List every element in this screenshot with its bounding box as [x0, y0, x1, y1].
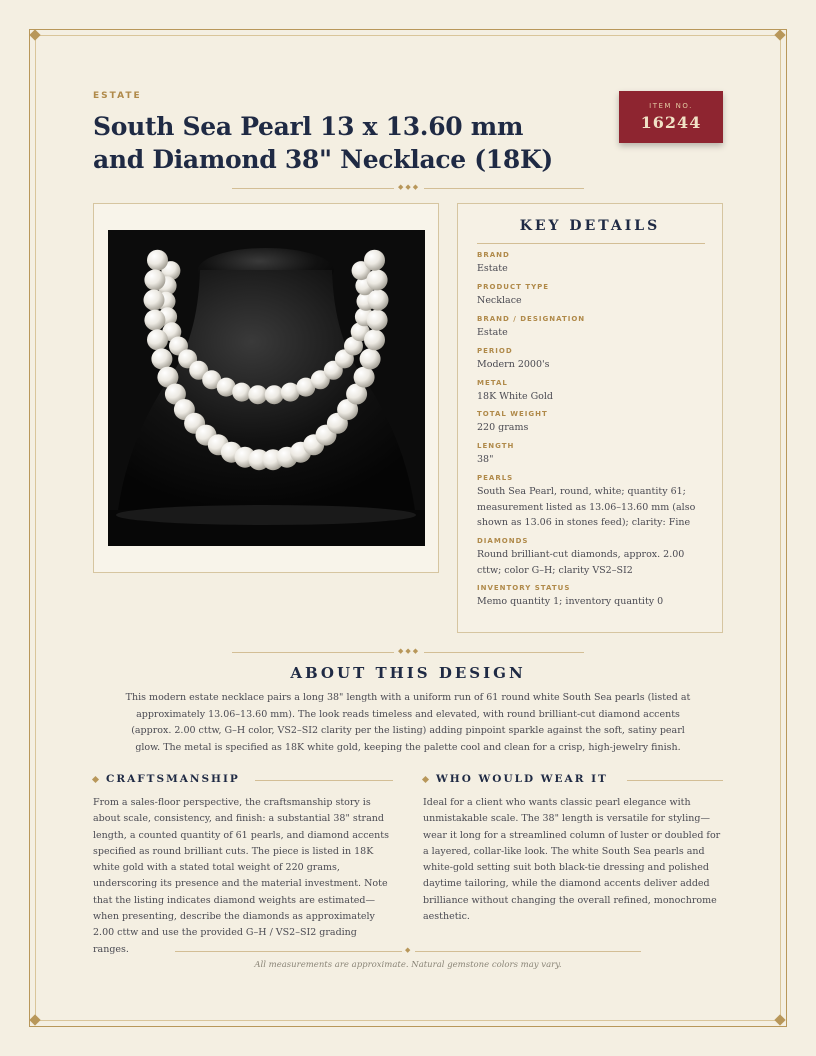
diamond-bullet-icon [422, 775, 429, 782]
who-wears-body: Ideal for a client who wants classic pearl elegance with unmistakable scale. The 38" length is versatile for styling—wear it long for a streamlined column of luster or doubled for a layered, collar-like look. The white South Sea pearls and white-gold setting suit both black-tie dressing and polished daytime tailoring, while the diamond accents deliver added brilliance without changing the overall refined, monochrome aesthetic. [423, 797, 721, 923]
pearl [265, 385, 284, 404]
pearl [147, 250, 168, 271]
detail-value: Round brilliant-cut diamonds, approx. 2.00 cttw; color G–H; clarity VS2–SI2 [477, 549, 685, 576]
pearl [147, 329, 168, 350]
footer-note: All measurements are approximate. Natural gemstone colors may vary. [254, 960, 562, 970]
who-wears-heading-text: WHO WOULD WEAR IT [436, 773, 608, 785]
detail-label: BRAND [477, 251, 510, 259]
detail-row [477, 442, 705, 468]
detail-label: PERIOD [477, 347, 513, 355]
pearl [144, 310, 165, 331]
detail-row [477, 347, 705, 373]
detail-row [477, 315, 705, 341]
detail-row [477, 584, 705, 610]
about-heading: ABOUT THIS DESIGN [290, 664, 526, 682]
detail-row [477, 410, 705, 436]
craftsmanship-body: From a sales-floor perspective, the craftsmanship story is about scale, consistency, and finish: a substantial 38" strand length, a counted quantity of 61 pearls, and diamond accents specified as round brilliant cuts. The piece is listed in 18K white gold with a stated total weight of 220 grams, underscoring its presence and the material investment. Note that the listing indicates diamond weights are estimated—when presenting, describe the diamonds as approximately 2.00 cttw and use the provided G–H / VS2–SI2 grading ranges. [93, 797, 389, 955]
detail-row [477, 251, 705, 277]
item-number: 16244 [640, 113, 702, 132]
pearl [367, 310, 388, 331]
pearl [360, 348, 381, 369]
item-number-label: ITEM NO. [649, 102, 693, 110]
detail-value: 18K White Gold [477, 391, 554, 402]
pearl [144, 269, 165, 290]
about-body: This modern estate necklace pairs a long 38" length with a uniform run of 61 round white South Sea pearls (listed at approximately 13.06–13.60 mm). The look reads timeless and elevated, with round brilliant-cut diamond accents (approx. 2.00 cttw, G–H color, VS2–SI2 clarity per the listing) adding pinpoint sparkle against the soft, satiny pearl glow. The metal is specified as 18K white gold, keeping the palette cool and clean for a crisp, high-jewelry finish. [125, 692, 691, 753]
detail-value: Necklace [477, 295, 522, 306]
detail-value: Memo quantity 1; inventory quantity 0 [477, 596, 664, 607]
detail-row [477, 283, 705, 309]
detail-value: Estate [477, 263, 508, 274]
detail-label: PRODUCT TYPE [477, 283, 550, 291]
detail-label: BRAND / DESIGNATION [477, 315, 586, 323]
craftsmanship-heading-text: CRAFTSMANSHIP [106, 773, 240, 785]
pearl [144, 290, 165, 311]
detail-label: METAL [477, 379, 508, 387]
diamond-bullet-icon [92, 775, 99, 782]
detail-row [477, 474, 705, 531]
detail-row [477, 379, 705, 405]
product-photo-card [93, 203, 439, 573]
detail-value: Estate [477, 327, 508, 338]
detail-label: TOTAL WEIGHT [477, 410, 548, 418]
pearl [232, 383, 251, 402]
detail-label: INVENTORY STATUS [477, 584, 571, 592]
detail-label: DIAMONDS [477, 537, 529, 545]
who-wears-heading [423, 773, 608, 785]
pearl [367, 269, 388, 290]
pearl [364, 250, 385, 271]
detail-label: PEARLS [477, 474, 514, 482]
product-title: South Sea Pearl 13 x 13.60 mm and Diamond 38" Necklace (18K) [93, 112, 553, 174]
detail-value: 38" [477, 454, 494, 465]
key-details-divider [477, 243, 705, 244]
key-details-panel [457, 203, 723, 633]
category-eyebrow: ESTATE [93, 91, 142, 101]
pearl-necklace-image [108, 230, 425, 546]
craftsmanship-heading [93, 773, 240, 785]
divider-ornament: ◆◆◆ [394, 647, 424, 655]
item-number-badge [619, 91, 723, 143]
craftsmanship-rule [255, 780, 393, 781]
pearl [354, 367, 375, 388]
divider-ornament: ◆ [402, 946, 415, 954]
detail-value: Modern 2000's [477, 359, 550, 370]
pearl [248, 385, 267, 404]
pearl [364, 329, 385, 350]
pearl [151, 348, 172, 369]
product-photo[interactable] [108, 230, 425, 546]
who-wears-rule [627, 780, 723, 781]
detail-value: 220 grams [477, 422, 529, 433]
detail-value: South Sea Pearl, round, white; quantity 61; measurement listed as 13.06–13.60 mm (also shown as 13.06 in stones feed); clarity: Fine [477, 486, 696, 528]
detail-label: LENGTH [477, 442, 515, 450]
key-details-heading: KEY DETAILS [519, 218, 661, 234]
divider-ornament: ◆◆◆ [394, 183, 424, 191]
detail-row [477, 537, 705, 578]
pearl [368, 290, 389, 311]
